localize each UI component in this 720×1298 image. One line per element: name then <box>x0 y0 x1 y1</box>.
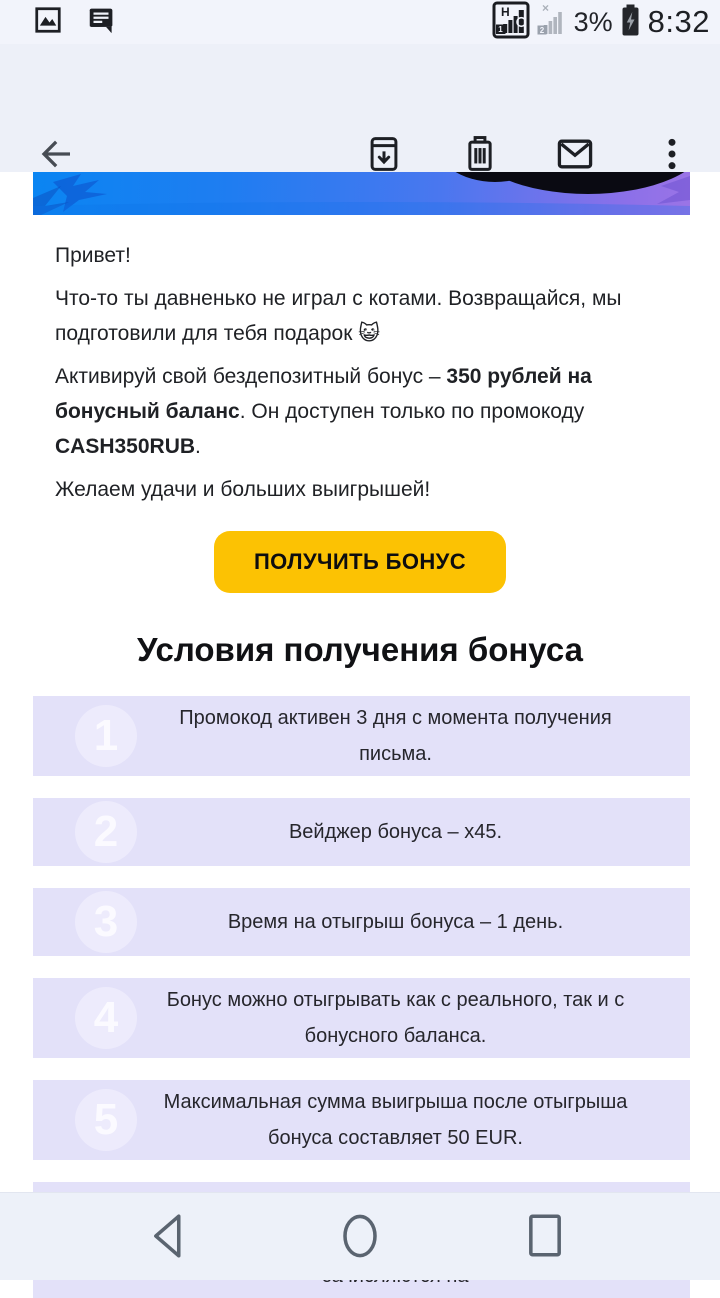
terms-heading: Условия получения бонуса <box>137 631 583 668</box>
term-item <box>33 1080 690 1160</box>
term-text: Промокод активен 3 дня с момента получения письма. <box>179 707 612 765</box>
term-item <box>33 978 690 1058</box>
nav-recents-icon <box>520 1207 570 1268</box>
paragraph-segment: Привет! <box>55 244 131 267</box>
term-text: Максимальная сумма выигрыша после отыгрыша бонуса составляет 50 EUR. <box>163 1091 628 1149</box>
email-paragraphs <box>0 238 720 507</box>
back-button[interactable] <box>27 127 83 183</box>
term-item <box>33 888 690 956</box>
nav-back-icon <box>145 1208 195 1267</box>
email-paragraph <box>55 359 670 464</box>
overflow-menu-button[interactable] <box>644 127 700 183</box>
paragraph-segment: 350 рублей на бонусный баланс <box>55 365 592 423</box>
svg-text:1: 1 <box>497 24 503 34</box>
email-paragraph <box>55 472 670 507</box>
mark-unread-button[interactable] <box>547 127 603 183</box>
email-toolbar <box>0 44 720 172</box>
email-paragraph <box>55 281 670 351</box>
paragraph-segment: CASH350RUB <box>55 435 196 458</box>
envelope-icon <box>553 132 597 179</box>
status-notification-icons <box>33 5 117 40</box>
clock-label: 8:32 <box>647 4 710 39</box>
trash-icon <box>459 133 501 178</box>
status-system-icons <box>492 1 710 44</box>
paragraph-segment: Желаем удачи и больших выигрышей! <box>55 478 431 501</box>
nav-home-icon <box>335 1205 385 1270</box>
archive-icon <box>363 133 405 178</box>
term-text: Вейджер бонуса – x45. <box>288 821 503 843</box>
term-number-badge: 2 <box>75 801 137 863</box>
term-number-badge: 1 <box>75 705 137 767</box>
term-number-badge: 5 <box>75 1089 137 1151</box>
battery-percent-label: 3% <box>573 6 613 37</box>
email-body <box>0 172 720 1192</box>
nav-home-button[interactable] <box>312 1193 408 1281</box>
svg-text:2: 2 <box>539 25 544 35</box>
email-paragraph <box>55 238 670 273</box>
cta-row <box>0 531 720 593</box>
term-text: Бонус можно отыгрывать как с реального, так и с бонусного баланса. <box>166 989 625 1047</box>
svg-text:H: H <box>500 4 510 19</box>
picture-icon <box>33 5 63 40</box>
term-number-badge: 4 <box>75 987 137 1049</box>
term-number-badge: 3 <box>75 891 137 953</box>
paragraph-segment: . Он доступен только по промокоду <box>239 400 585 423</box>
paragraph-segment: Что-то ты давненько не играл с котами. Возвращайся, мы подготовили для тебя подарок 😺 <box>55 287 622 345</box>
term-text: Время на отыгрыш бонуса – 1 день. <box>227 911 564 933</box>
term-item <box>33 798 690 866</box>
archive-button[interactable] <box>356 127 412 183</box>
android-navbar <box>0 1192 720 1280</box>
nav-recents-button[interactable] <box>497 1193 593 1281</box>
status-bar <box>0 0 720 44</box>
signal-sim1-icon <box>492 1 530 44</box>
delete-button[interactable] <box>452 127 508 183</box>
overflow-menu-icon <box>652 134 692 177</box>
nav-back-button[interactable] <box>122 1193 218 1281</box>
signal-sim2-icon <box>537 1 567 44</box>
back-arrow-icon <box>35 134 75 177</box>
paragraph-segment: . <box>195 435 201 458</box>
paragraph-segment: Активируй свой бездепозитный бонус – <box>55 365 447 388</box>
battery-charging-icon <box>620 4 641 41</box>
message-icon <box>85 5 117 40</box>
svg-text:×: × <box>541 0 549 15</box>
term-item <box>33 696 690 776</box>
get-bonus-button[interactable]: ПОЛУЧИТЬ БОНУС <box>214 531 506 593</box>
